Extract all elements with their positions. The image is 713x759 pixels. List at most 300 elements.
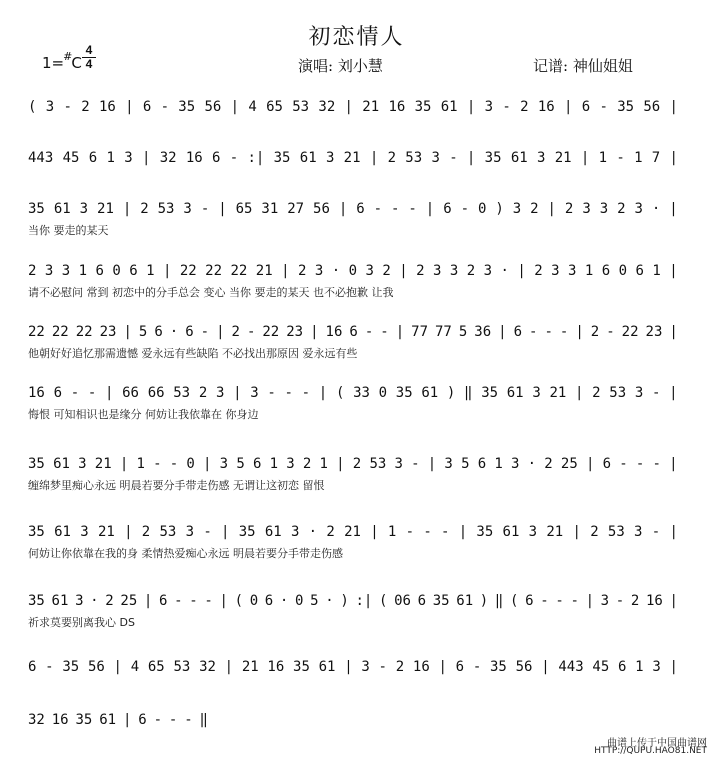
note-token: 6	[349, 324, 358, 340]
note-token: |	[466, 99, 476, 115]
note-token: |	[336, 456, 345, 472]
note-token: |	[575, 324, 584, 340]
note-token: (	[234, 593, 244, 609]
note-token: -	[391, 201, 400, 217]
note-token: |	[498, 324, 507, 340]
note-token: ‖	[494, 593, 504, 609]
note-token: 2	[141, 524, 151, 540]
note-token: 61	[456, 593, 474, 609]
note-token: -	[559, 324, 569, 340]
note-token: :|	[247, 150, 265, 166]
note-token: ·	[500, 263, 509, 279]
note-token: 2	[617, 201, 626, 217]
note-token: 1	[319, 456, 328, 472]
note-token: 2	[326, 524, 335, 540]
note-token: 3	[124, 150, 133, 166]
sharp-symbol: #	[63, 50, 73, 63]
note-token: 61	[53, 456, 70, 472]
note-token: 1	[146, 263, 155, 279]
note-token: 3	[634, 201, 643, 217]
note-token: 5	[138, 324, 148, 340]
note-token: |	[438, 659, 447, 675]
note-token: |	[219, 593, 228, 609]
note-token: -	[153, 712, 162, 728]
note-token: 1	[269, 456, 279, 472]
note-token: -	[651, 524, 661, 540]
notation-row	[28, 198, 678, 220]
note-token: |	[143, 593, 153, 609]
note-token: 2	[382, 263, 391, 279]
key-prefix: 1=	[42, 54, 65, 72]
note-token: 35	[62, 659, 80, 675]
note-token: 2	[352, 456, 362, 472]
note-token: )	[340, 593, 349, 609]
note-token: 3	[78, 456, 87, 472]
note-token: 16	[51, 712, 69, 728]
note-token: 6	[159, 593, 168, 609]
note-token: 21	[97, 201, 114, 217]
note-token: 56	[87, 659, 105, 675]
note-token: 53	[609, 385, 627, 401]
note-token: |	[104, 385, 114, 401]
note-token: -	[408, 201, 417, 217]
note-token: 61	[51, 593, 69, 609]
note-token: )	[479, 593, 489, 609]
note-token: -	[200, 201, 210, 217]
note-token: (	[510, 593, 519, 609]
note-token: 3	[75, 593, 84, 609]
note-token: 77	[411, 324, 428, 340]
note-token: |	[669, 324, 678, 340]
note-token: 65	[147, 659, 165, 675]
note-token: 5	[458, 324, 468, 340]
note-token: 25	[120, 593, 138, 609]
note-token: 3	[250, 385, 259, 401]
note-token: 35	[28, 201, 45, 217]
note-token: 2	[534, 263, 543, 279]
notation-row	[28, 521, 678, 543]
note-token: |	[318, 385, 328, 401]
note-token: |	[564, 99, 573, 115]
note-token: 32	[318, 99, 336, 115]
note-token: 3	[528, 524, 538, 540]
note-token: 4	[130, 659, 140, 675]
lyrics-line: 当你 要走的某天	[28, 224, 109, 237]
note-token: 16	[28, 385, 45, 401]
note-token: |	[122, 712, 132, 728]
note-token: |	[427, 456, 437, 472]
note-token: 16	[98, 99, 116, 115]
note-token: 2	[297, 263, 307, 279]
lyrics-line: 何妨让你依靠在我的身 柔情热爱痴心永远 明晨若要分手带走伤感	[28, 547, 343, 560]
note-token: 16	[325, 324, 343, 340]
key-letter: C	[71, 54, 82, 72]
notation-row	[28, 590, 678, 612]
note-token: (	[335, 385, 345, 401]
note-token: 6	[212, 150, 221, 166]
note-token: 2	[231, 324, 240, 340]
note-token: |	[281, 263, 290, 279]
note-token: :|	[355, 593, 373, 609]
note-token: 61	[99, 712, 117, 728]
note-token: 35	[28, 593, 45, 609]
note-token: |	[669, 659, 678, 675]
note-token: 6	[138, 712, 147, 728]
singer-credit: 演唱: 刘小慧	[298, 57, 383, 75]
note-token: -	[63, 99, 72, 115]
note-token: |	[218, 201, 227, 217]
note-token: -	[652, 456, 661, 472]
note-token: 1	[635, 659, 644, 675]
note-token: ·	[331, 263, 341, 279]
note-token: -	[460, 201, 470, 217]
page-title: 初恋情人	[308, 25, 405, 50]
note-token: |	[547, 201, 556, 217]
note-token: -	[544, 324, 553, 340]
note-token: -	[204, 593, 213, 609]
note-token: 6	[142, 99, 152, 115]
note-token: (	[378, 593, 388, 609]
note-token: -	[174, 593, 183, 609]
note-token: |	[344, 659, 353, 675]
note-token: -	[502, 99, 511, 115]
note-token: 06	[394, 593, 411, 609]
note-token: 6	[356, 201, 365, 217]
note-token: 5	[236, 456, 245, 472]
note-token: -	[405, 524, 415, 540]
notation-row	[28, 260, 678, 282]
note-token: 21	[546, 524, 564, 540]
note-token: 3	[634, 385, 644, 401]
note-token: 61	[510, 150, 528, 166]
note-token: -	[619, 456, 628, 472]
note-token: 21	[549, 385, 567, 401]
note-token: 2	[466, 263, 476, 279]
note-token: |	[338, 201, 348, 217]
note-token: 1	[634, 150, 643, 166]
note-token: 35	[395, 385, 413, 401]
note-token: |	[370, 524, 379, 540]
note-token: 2	[590, 324, 600, 340]
note-token: 53	[405, 150, 423, 166]
note-token: 2	[592, 385, 601, 401]
note-token: 21	[344, 524, 361, 540]
note-token: 32	[159, 150, 177, 166]
notation-row	[28, 453, 678, 475]
note-token: -	[229, 150, 239, 166]
note-token: 61	[421, 385, 439, 401]
note-token: 35	[617, 99, 635, 115]
notation-row	[28, 96, 678, 118]
note-token: 6	[129, 263, 138, 279]
note-token: 1	[652, 263, 661, 279]
note-token: 61	[318, 659, 336, 675]
note-token: 22	[179, 263, 197, 279]
note-token: 61	[264, 524, 282, 540]
note-token: 56	[515, 659, 533, 675]
note-token: 53	[607, 524, 625, 540]
note-token: 2	[198, 385, 208, 401]
note-token: 66	[122, 385, 139, 401]
note-token: 6	[635, 263, 644, 279]
note-token: 3	[599, 201, 609, 217]
note-token: -	[267, 385, 276, 401]
note-token: 3	[325, 150, 335, 166]
note-token: 3	[449, 263, 459, 279]
note-token: 16	[185, 150, 203, 166]
note-token: -	[570, 593, 579, 609]
note-token: 0	[618, 263, 627, 279]
note-token: ·	[169, 324, 179, 340]
time-signature-bottom: 4	[82, 57, 96, 71]
note-token: |	[669, 99, 678, 115]
note-token: 3	[361, 659, 370, 675]
note-token: 22	[262, 324, 280, 340]
note-token: 35	[476, 524, 494, 540]
note-token: 3	[483, 263, 492, 279]
note-token: 21	[362, 99, 380, 115]
notation-row	[28, 147, 678, 169]
note-token: 35	[293, 659, 310, 675]
note-token: -	[203, 524, 212, 540]
note-token: 1	[106, 150, 115, 166]
note-token: 53	[369, 456, 387, 472]
note-token: |	[224, 659, 234, 675]
note-token: 61	[54, 524, 71, 540]
note-token: 27	[287, 201, 305, 217]
note-token: 45	[62, 150, 80, 166]
note-token: 3	[536, 150, 546, 166]
note-token: 21	[343, 150, 361, 166]
note-token: |	[669, 150, 678, 166]
note-token: 25	[560, 456, 578, 472]
note-token: 0	[249, 593, 259, 609]
note-token: 3	[80, 524, 89, 540]
note-token: 5	[310, 593, 319, 609]
note-token: |	[517, 263, 526, 279]
note-token: 16	[388, 99, 406, 115]
note-token: 3	[185, 524, 195, 540]
note-token: -	[441, 524, 450, 540]
lyrics-line: 缠绵梦里痴心永远 明晨若要分手带走伤感 无谓让这初恋 留恨	[28, 479, 325, 492]
note-token: 22	[75, 324, 93, 340]
note-token: |	[395, 324, 405, 340]
notation-row	[28, 656, 678, 678]
note-token: |	[344, 99, 353, 115]
note-token: 35	[484, 150, 502, 166]
note-token: |	[125, 99, 134, 115]
note-token: 2	[302, 456, 312, 472]
note-token: 33	[353, 385, 370, 401]
note-token: 23	[645, 324, 663, 340]
note-token: )	[446, 385, 456, 401]
note-token: 3	[431, 150, 440, 166]
note-token: 21	[554, 150, 572, 166]
note-token: -	[301, 385, 311, 401]
note-token: 53	[157, 201, 175, 217]
note-token: -	[555, 593, 564, 609]
note-token: (	[28, 99, 37, 115]
note-token: 61	[506, 385, 524, 401]
time-signature-top: 4	[85, 43, 93, 57]
note-token: |	[541, 659, 550, 675]
note-token: |	[669, 263, 678, 279]
note-token: 6	[602, 456, 612, 472]
time-signature	[82, 44, 96, 71]
note-token: |	[399, 263, 408, 279]
note-token: 4	[248, 99, 257, 115]
note-token: 0	[378, 385, 388, 401]
note-token: 35	[481, 385, 499, 401]
note-token: 3	[652, 659, 661, 675]
note-token: |	[221, 524, 230, 540]
transcriber-credit: 记谱: 神仙姐姐	[533, 57, 633, 75]
note-token: 1	[136, 456, 145, 472]
note-token: 35	[414, 99, 432, 115]
note-token: 6	[88, 150, 98, 166]
note-token: 56	[313, 201, 330, 217]
note-token: 35	[490, 659, 507, 675]
note-token: -	[635, 456, 645, 472]
note-token: |	[458, 524, 468, 540]
note-token: -	[616, 150, 625, 166]
note-token: |	[669, 524, 678, 540]
note-token: 6	[581, 99, 591, 115]
note-token: 3	[44, 263, 54, 279]
note-token: 21	[241, 659, 259, 675]
note-token: ·	[325, 593, 334, 609]
note-token: 2	[416, 263, 425, 279]
note-token: )	[495, 201, 504, 217]
note-token: 3	[432, 263, 442, 279]
note-token: 3	[61, 263, 71, 279]
note-token: |	[585, 456, 595, 472]
note-token: ·	[308, 524, 318, 540]
note-token: 66	[147, 385, 165, 401]
note-token: -	[411, 456, 420, 472]
note-token: 22	[230, 263, 248, 279]
lyrics-line: 悔恨 可知相识也是缘分 何妨让我依靠在 你身边	[28, 408, 259, 421]
note-token: 3	[532, 385, 541, 401]
note-token: -	[200, 324, 210, 340]
notation-row	[28, 382, 678, 404]
note-token: 2	[544, 456, 553, 472]
note-token: -	[284, 385, 293, 401]
note-token: 3	[512, 201, 522, 217]
note-token: ·	[279, 593, 289, 609]
note-token: 3	[365, 263, 374, 279]
note-token: ·	[90, 593, 99, 609]
note-token: 1	[584, 263, 594, 279]
note-token: 77	[435, 324, 452, 340]
note-token: 2	[28, 263, 37, 279]
note-token: 6	[185, 324, 194, 340]
note-token: |	[669, 593, 678, 609]
note-token: 2	[520, 99, 529, 115]
note-token: 61	[53, 201, 71, 217]
note-token: -	[168, 712, 178, 728]
note-token: |	[369, 150, 379, 166]
note-token: 3	[600, 593, 610, 609]
note-token: 2	[395, 659, 405, 675]
note-token: -	[449, 150, 458, 166]
note-token: 3	[634, 524, 643, 540]
note-token: 6	[28, 659, 37, 675]
note-token: -	[472, 659, 482, 675]
note-token: -	[160, 99, 169, 115]
note-token: 35	[28, 524, 45, 540]
note-token: 3	[582, 201, 591, 217]
note-token: 6	[417, 593, 427, 609]
note-token: |	[466, 150, 476, 166]
note-token: 1	[387, 524, 397, 540]
note-token: |	[141, 150, 151, 166]
note-token: |	[230, 99, 240, 115]
note-token: |	[119, 456, 129, 472]
note-token: |	[233, 385, 242, 401]
note-token: 6	[601, 263, 611, 279]
note-token: -	[423, 524, 432, 540]
note-token: 2	[81, 99, 90, 115]
note-token: 16	[267, 659, 285, 675]
note-token: 2	[630, 593, 640, 609]
note-token: 2	[590, 524, 599, 540]
note-token: -	[652, 385, 661, 401]
note-token: -	[378, 659, 387, 675]
note-token: |	[585, 593, 594, 609]
note-token: 5	[461, 456, 470, 472]
note-token: 3	[567, 263, 577, 279]
note-token: 53	[292, 99, 310, 115]
note-token: 61	[299, 150, 317, 166]
note-token: 23	[286, 324, 304, 340]
lyrics-line	[28, 120, 678, 136]
note-token: |	[572, 524, 581, 540]
note-token: 6	[443, 201, 452, 217]
note-token: -	[606, 324, 615, 340]
note-token: -	[529, 324, 538, 340]
note-token: -	[169, 456, 179, 472]
note-token: |	[124, 524, 133, 540]
note-token: 16	[537, 99, 555, 115]
note-token: -	[87, 385, 97, 401]
note-token: ·	[651, 201, 661, 217]
note-token: 6	[617, 659, 627, 675]
note-token: -	[184, 712, 193, 728]
key-signature	[42, 50, 82, 72]
note-token: 0	[112, 263, 121, 279]
note-token: 3	[79, 201, 89, 217]
note-token: -	[45, 659, 54, 675]
lyrics-line	[28, 733, 678, 749]
footer-site-url: HTTP://QUPU.HAO81.NET	[594, 746, 707, 756]
lyrics-line	[28, 680, 678, 696]
note-token: 1	[78, 263, 88, 279]
note-token: 22	[205, 263, 223, 279]
note-token: 22	[28, 324, 45, 340]
note-token: 6	[252, 456, 262, 472]
note-token: 21	[97, 524, 115, 540]
note-token: 53	[173, 385, 191, 401]
note-token: 53	[173, 659, 191, 675]
note-token: 53	[159, 524, 177, 540]
note-token: 2	[140, 201, 149, 217]
notation-row	[28, 709, 208, 731]
note-token: |	[425, 201, 435, 217]
note-token: 0	[295, 593, 304, 609]
note-token: 3	[290, 524, 300, 540]
note-token: 35	[28, 456, 45, 472]
